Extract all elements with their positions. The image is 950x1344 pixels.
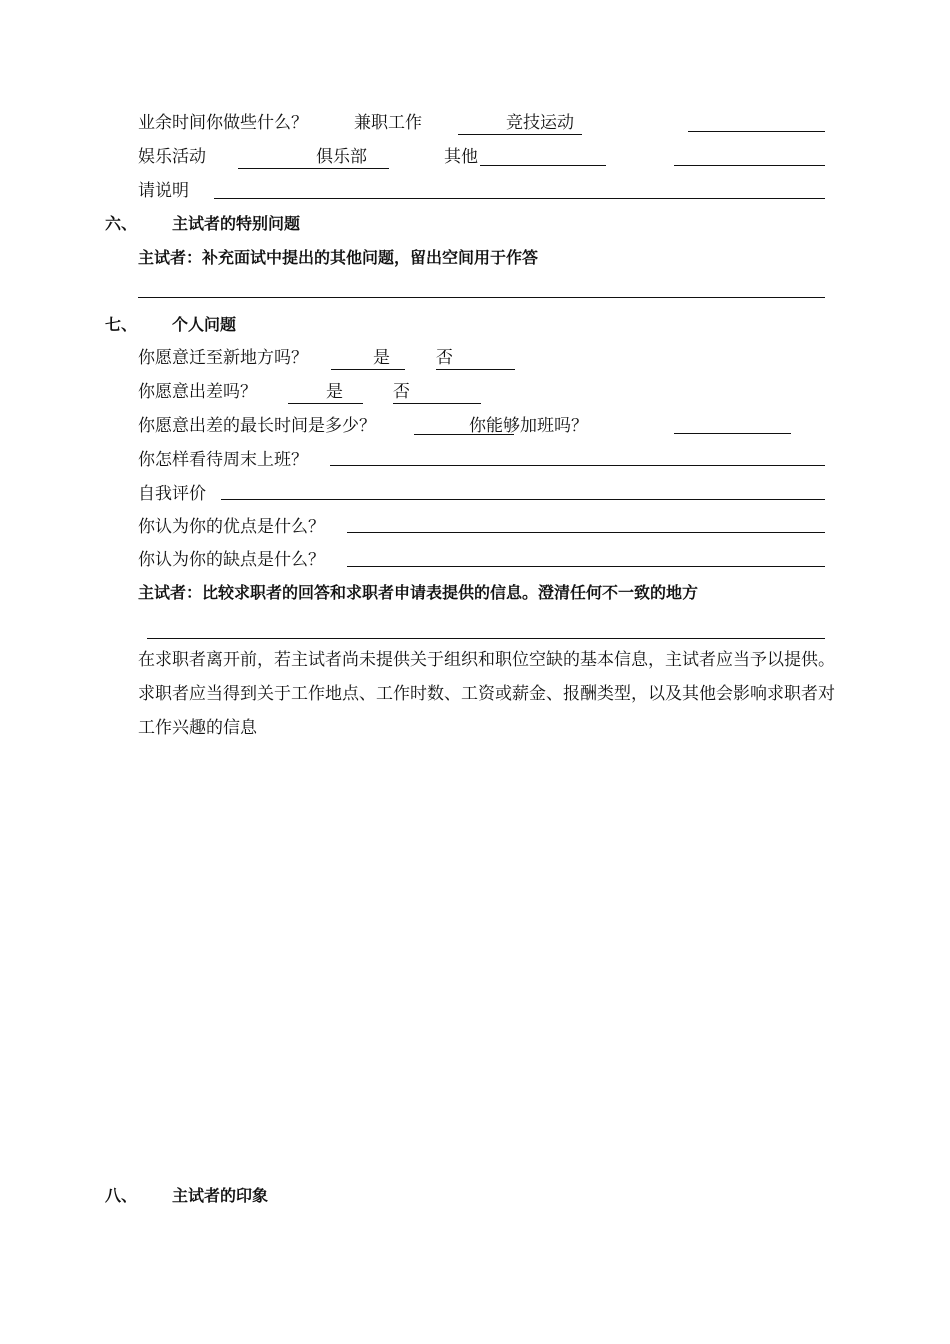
section6-number: 六、: [105, 214, 138, 233]
explain-label: 请说明: [138, 181, 189, 201]
travel-no-label: 否: [393, 382, 410, 402]
weekend-question: 你怎样看待周末上班？: [138, 450, 308, 470]
compare-note: 主试者：比较求职者的回答和求职者申请表提供的信息。澄清任何不一致的地方: [138, 583, 699, 602]
relocate-yes-field[interactable]: [331, 347, 405, 370]
sports-answer-line[interactable]: [688, 131, 825, 132]
club-answer-line[interactable]: [674, 165, 825, 166]
section7-number: 七、: [105, 315, 138, 334]
travel-question: 你愿意出差吗？: [138, 382, 257, 402]
weaknesses-answer-line[interactable]: [347, 566, 825, 567]
section7-title: 个人问题: [172, 315, 237, 334]
club-label: 俱乐部: [316, 147, 367, 167]
section6-note: 主试者：补充面试中提出的其他问题，留出空间用于作答: [138, 248, 539, 267]
sports-label: 竞技运动: [506, 113, 574, 133]
relocate-question: 你愿意迁至新地方吗？: [138, 348, 308, 368]
closing-paragraph: 在求职者离开前，若主试者尚未提供关于组织和职位空缺的基本信息，主试者应当予以提供。求职者应当得到关于工作地点、工作时数、工资或薪金、报酬类型，以及其他会影响求职者对工作兴趣的信息: [138, 650, 835, 738]
section6-title: 主试者的特别问题: [172, 214, 301, 233]
travel-no-field[interactable]: [393, 381, 481, 404]
overtime-answer-line[interactable]: [674, 433, 791, 434]
weaknesses-question: 你认为你的缺点是什么？: [138, 550, 325, 570]
section6-answer-line[interactable]: [138, 297, 825, 298]
explain-answer-line[interactable]: [214, 198, 825, 199]
weekend-answer-line[interactable]: [330, 465, 825, 466]
strengths-question: 你认为你的优点是什么？: [138, 517, 325, 537]
other-answer-line[interactable]: [480, 165, 606, 166]
strengths-answer-line[interactable]: [347, 532, 825, 533]
sports-field[interactable]: [458, 112, 582, 135]
self-eval-answer-line[interactable]: [221, 499, 825, 500]
parttime-label: 兼职工作: [354, 113, 422, 133]
club-field[interactable]: [238, 146, 389, 169]
travel-yes-field[interactable]: [288, 381, 363, 404]
relocate-no-label: 否: [436, 348, 453, 368]
entertainment-label: 娱乐活动: [138, 147, 206, 167]
other-label: 其他: [444, 147, 478, 167]
travel-yes-label: 是: [326, 382, 343, 402]
travel-max-question: 你愿意出差的最长时间是多少？: [138, 416, 376, 436]
hobby-question: 业余时间你做些什么？: [138, 113, 308, 133]
relocate-no-field[interactable]: [436, 347, 515, 370]
overtime-question: 你能够加班吗？: [469, 416, 588, 436]
compare-answer-line[interactable]: [147, 638, 825, 639]
self-eval-label: 自我评价: [138, 484, 206, 504]
relocate-yes-label: 是: [373, 348, 390, 368]
section8-number: 八、: [105, 1186, 138, 1205]
section8-title: 主试者的印象: [172, 1186, 269, 1205]
